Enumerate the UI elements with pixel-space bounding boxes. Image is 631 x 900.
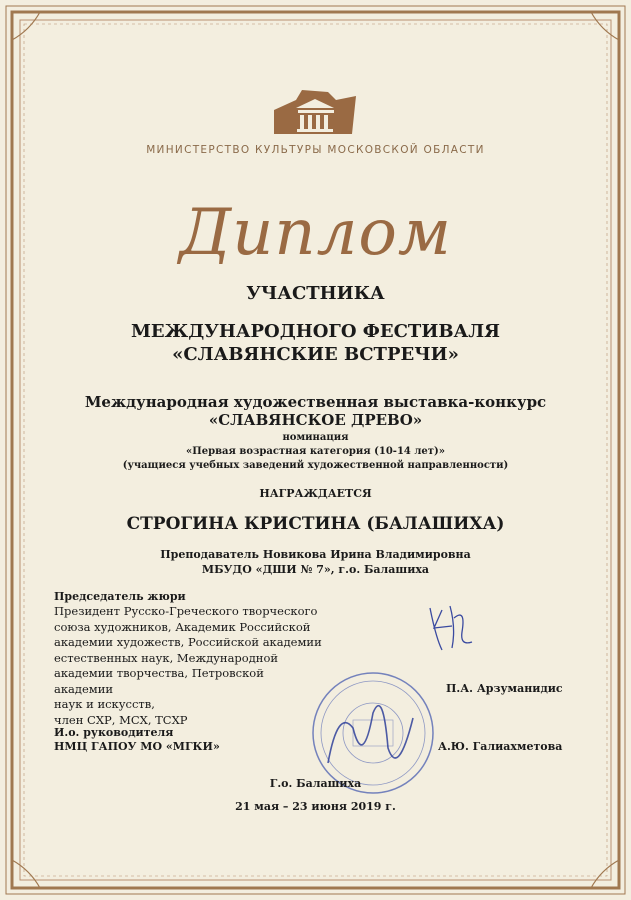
jury-credential-line: естественных наук, Международной xyxy=(54,650,279,665)
ministry-name: МИНИСТЕРСТВО КУЛЬТУРЫ МОСКОВСКОЙ ОБЛАСТИ xyxy=(146,144,485,156)
exhibition-line2: «СЛАВЯНСКОЕ ДРЕВО» xyxy=(208,411,423,429)
jury-credential-line: академии художеств, Российской академии xyxy=(54,635,322,649)
jury-signature xyxy=(422,598,482,658)
jury-credential-line: член СХР, МСХ, ТСХР xyxy=(54,712,188,727)
nomination-value: «Первая возрастная категория (10-14 лет)» xyxy=(186,446,445,457)
head-organization: НМЦ ГАПОУ МО «МГКИ» xyxy=(54,740,220,753)
festival-name-line1: МЕЖДУНАРОДНОГО ФЕСТИВАЛЯ xyxy=(130,321,500,342)
teacher-line: Преподаватель Новикова Ирина Владимировна xyxy=(160,548,471,561)
jury-credential-line: Президент Русско-Греческого творческого xyxy=(54,604,318,618)
awardee-name: СТРОГИНА КРИСТИНА (БАЛАШИХА) xyxy=(126,514,505,534)
head-title: И.о. руководителя xyxy=(54,726,174,739)
participant-heading: УЧАСТНИКА xyxy=(246,283,385,304)
nomination-note: (учащиеся учебных заведений художественной направленности) xyxy=(122,460,509,471)
jury-credential-line: союза художников, Академик Российской xyxy=(54,619,311,634)
nomination-label: номинация xyxy=(282,432,349,443)
city: Г.о. Балашиха xyxy=(269,777,362,790)
awarded-label: НАГРАЖДАЕТСЯ xyxy=(259,487,372,500)
event-dates: 21 мая – 23 июня 2019 г. xyxy=(235,800,396,813)
ministry-logo xyxy=(272,86,358,138)
jury-credential-line: наук и искусств, xyxy=(54,697,155,711)
jury-chair-name: П.А. Арзуманидис xyxy=(446,682,563,695)
jury-title: Председатель жюри xyxy=(54,590,186,603)
diploma-title: Диплом xyxy=(179,196,452,270)
exhibition-line1: Международная художественная выставка-конкурс xyxy=(84,393,547,411)
festival-name-line2: «СЛАВЯНСКИЕ ВСТРЕЧИ» xyxy=(172,344,459,365)
head-name: А.Ю. Галиахметова xyxy=(438,740,563,753)
school-line: МБУДО «ДШИ № 7», г.о. Балашиха xyxy=(201,563,430,576)
jury-credential-line: академии творчества, Петровской академии xyxy=(54,666,264,696)
jury-credentials xyxy=(54,604,324,728)
